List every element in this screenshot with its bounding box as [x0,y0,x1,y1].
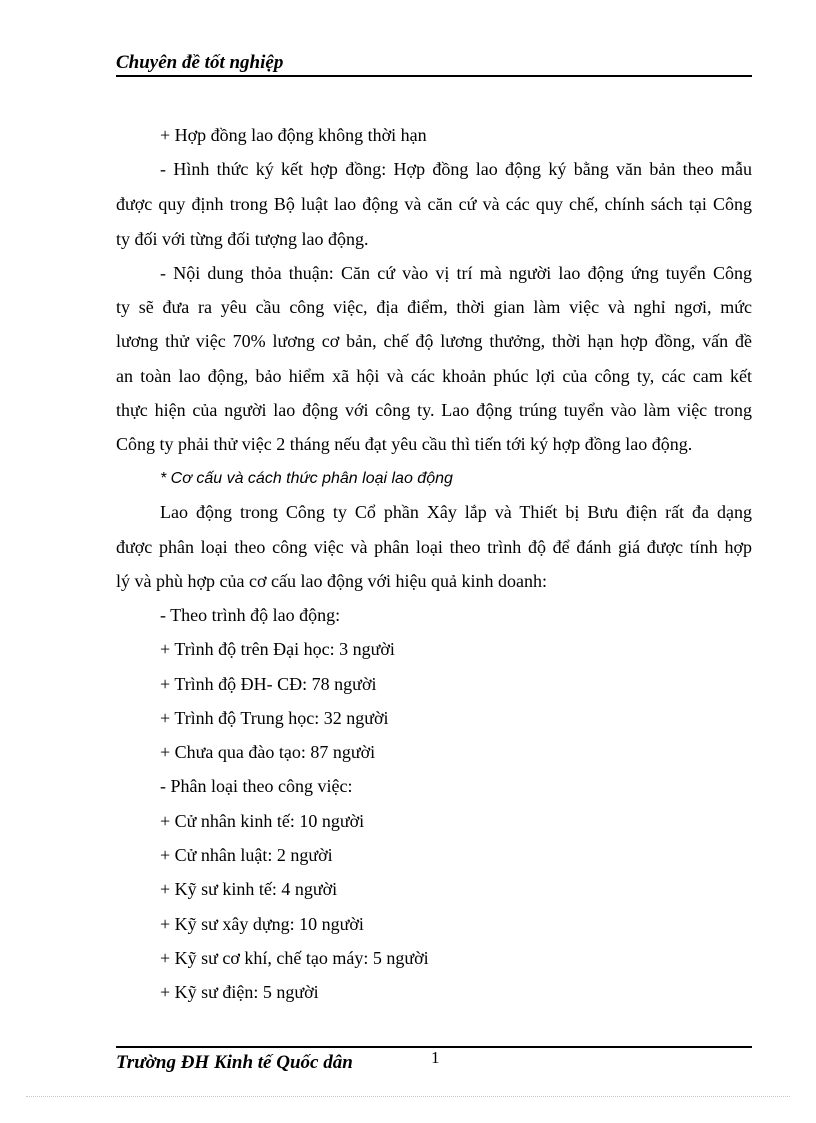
list-item: + Cử nhân luật: 2 người [160,845,333,865]
body-line: được quy định trong Bộ luật lao động và căn cứ và các quy chế, chính sách tại Công [116,194,752,214]
body-line: Công ty phải thử việc 2 tháng nếu đạt yêu cầu thì tiến tới ký hợp đồng lao động. [116,434,693,454]
list-item: + Cử nhân kinh tế: 10 người [160,811,365,831]
list-item: + Kỹ sư xây dựng: 10 người [160,914,364,934]
list-item: + Kỹ sư cơ khí, chế tạo máy: 5 người [160,948,429,968]
footer-school-name: Trường ĐH Kinh tế Quốc dân [116,1052,353,1073]
list-item: + Trình độ trên Đại học: 3 người [160,639,395,659]
page-number: 1 [431,1048,440,1067]
page-edge-divider [26,1096,790,1097]
list-heading: - Theo trình độ lao động: [160,605,341,625]
section-subheading: * Cơ cấu và cách thức phân loại lao động [160,470,453,487]
body-line: + Hợp đồng lao động không thời hạn [160,125,427,145]
body-line: an toàn lao động, bảo hiểm xã hội và các khoản phúc lợi của công ty, các cam kết [116,366,752,386]
header-title: Chuyên đề tốt nghiệp [116,52,284,73]
body-line: lý và phù hợp của cơ cấu lao động với hiệu quả kinh doanh: [116,571,547,591]
body-line: Lao động trong Công ty Cổ phần Xây lắp và Thiết bị Bưu điện rất đa dạng [160,502,752,522]
list-item: + Trình độ Trung học: 32 người [160,708,389,728]
body-line: thực hiện của người lao động với công ty. Lao động trúng tuyển vào làm việc trong [116,400,752,420]
header-rule [116,75,752,77]
list-item: + Chưa qua đào tạo: 87 người [160,742,376,762]
body-line: - Nội dung thỏa thuận: Căn cứ vào vị trí mà người lao động ứng tuyển Công [160,263,752,283]
list-heading: - Phân loại theo công việc: [160,776,353,796]
body-line: được phân loại theo công việc và phân loại theo trình độ để đánh giá được tính hợp [116,537,752,557]
list-item: + Kỹ sư kinh tế: 4 người [160,879,338,899]
body-line: - Hình thức ký kết hợp đồng: Hợp đồng lao động ký bằng văn bản theo mẫu [160,159,752,179]
body-line: ty sẽ đưa ra yêu cầu công việc, địa điểm, thời gian làm việc và nghỉ ngơi, mức [116,297,752,317]
body-line: lương thử việc 70% lương cơ bản, chế độ lương thưởng, thời hạn hợp đồng, vấn đề [116,331,752,351]
body-line: ty đối với từng đối tượng lao động. [116,229,369,249]
list-item: + Trình độ ĐH- CĐ: 78 người [160,674,377,694]
list-item: + Kỹ sư điện: 5 người [160,982,319,1002]
